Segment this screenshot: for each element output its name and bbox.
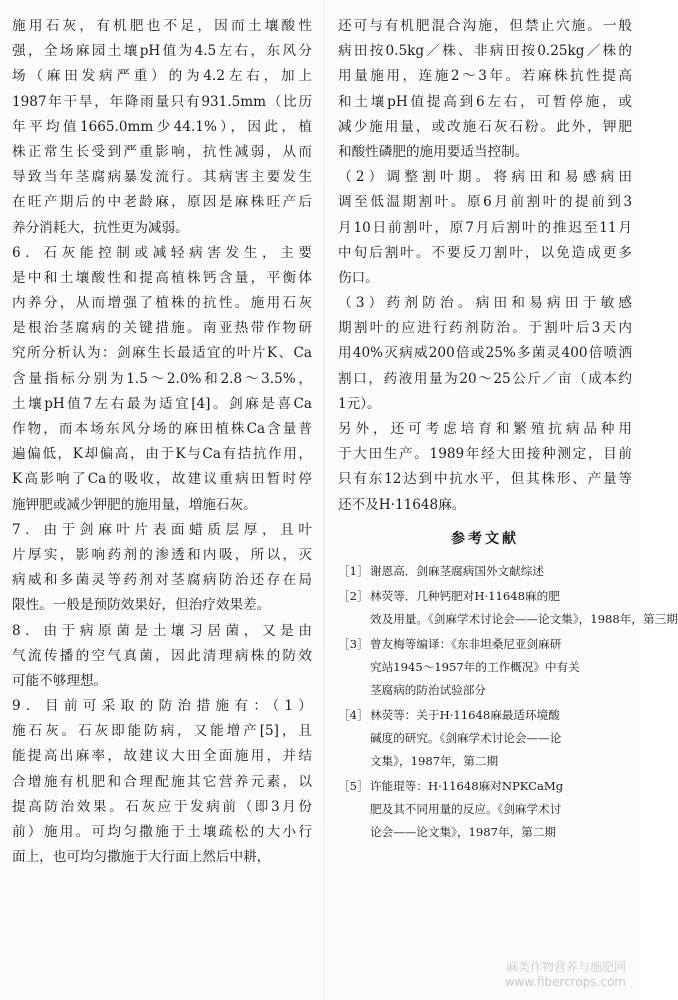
text-line: 6．石灰能控制或减轻病害发生，主要 (12, 244, 312, 261)
paragraph (338, 291, 632, 417)
reference-line: 林荧等：关于H·11648麻最适环境酸 (370, 707, 560, 722)
right-column-body (338, 14, 632, 518)
text-line: 7．由于剑麻叶片表面蜡质层厚，且叶 (12, 521, 312, 538)
text-line: 还不及H·11648麻。 (338, 496, 466, 513)
paragraph (338, 165, 632, 291)
reference-line: 效及用量。《剑麻学术讨论会——论文集》，1988年，第三期 (370, 611, 678, 626)
text-line: 中旬后割叶。不要反刀割叶，以免造成更多 (338, 244, 632, 261)
text-line: 1元）。 (338, 395, 381, 412)
text-line: 内养分，从而增强了植株的抗性。施用石灰 (12, 295, 312, 312)
text-line: 另外，还可考虑培育和繁殖抗病品种用 (338, 421, 632, 437)
text-line: 限性。一般是预防效果好，但治疗效果差。 (12, 597, 271, 614)
text-line: 月10日前割叶，原7月后割叶的推迟至11月 (338, 219, 632, 236)
text-line: 养分消耗大，抗性更为减弱。 (12, 219, 189, 236)
references-title: 参考文献 (451, 530, 519, 547)
reference-line: 谢恩高．剑麻茎腐病国外文献综述 (370, 563, 544, 578)
text-line: 片厚实，影响药剂的渗透和内吸，所以，灭 (12, 546, 312, 563)
right-column (338, 14, 678, 846)
reference-line: 论会——论文集》，1987年，第二期 (370, 824, 557, 839)
reference-text (370, 585, 678, 631)
text-line: 割口，药液用量为20～25公斤／亩（成本约 (338, 370, 632, 387)
text-line: 病田按0.5kg／株、非病田按0.25kg／株的 (338, 43, 632, 60)
text-line: 和土壤pH值提高到6左右，可暂停施，或 (338, 93, 632, 110)
text-line: 土壤pH值7左右最为适宜[4]。剑麻是喜Ca (12, 395, 312, 412)
paragraph (12, 694, 312, 870)
text-line: （3）药剂防治。病田和易病田于敏感 (338, 295, 632, 312)
text-line: 只有东12达到中抗水平，但其株形、产量等 (338, 471, 632, 488)
reference-number: ［2］ (338, 588, 369, 603)
text-line: 年平均值1665.0mm少44.1%），因此，植 (12, 118, 312, 135)
site-watermark (505, 960, 626, 990)
text-line: 用40%灭病威200倍或25%多菌灵400倍喷洒 (338, 345, 632, 362)
text-line: 1987年干旱，年降雨量只有931.5mm（比历 (12, 93, 312, 110)
reference-text (370, 560, 632, 583)
text-line: 施石灰。石灰即能防病，又能增产[5]，且 (12, 723, 312, 740)
text-line: 用量施用，连施2～3年。若麻株抗性提高 (338, 68, 632, 85)
text-line: K高影响了Ca的吸收，故建议重病田暂时停 (12, 471, 312, 488)
text-line: 前）施用。可均匀撒施于土壤疏松的大小行 (12, 824, 312, 840)
text-line: 提高防治效果。石灰应于发病前（即3月份 (12, 798, 312, 815)
text-line: 调至低温期割叶。原6月前割叶的提前到3 (338, 194, 632, 211)
reference-line: 文集》，1987年，第二期 (370, 753, 499, 768)
reference-number: ［3］ (338, 636, 369, 651)
reference-line: 碱度的研究。《剑麻学术讨论会——论 (370, 730, 562, 745)
reference-number: ［4］ (338, 707, 369, 722)
reference-line: 茎腐病的防治试验部分 (370, 682, 486, 697)
text-line: 8．由于病原菌是土壤习居菌，又是由 (12, 622, 312, 639)
watermark-site-url: www.fibercrops.com (504, 975, 626, 989)
text-line: 场（麻田发病严重）的为4.2左右，加上 (12, 68, 312, 85)
references-list (338, 560, 678, 844)
paragraph (12, 14, 312, 241)
reference-line: 究站1945～1957年的工作概况》中有关 (370, 659, 580, 674)
text-line: 施钾肥或减少钾肥的施用量，増施石灰。 (12, 496, 257, 513)
reference-item (338, 585, 678, 631)
text-line: 于大田生产。1989年经大田接种测定，目前 (338, 446, 632, 463)
text-line: 强，全场麻园土壤pH值为4.5左右，东风分 (12, 43, 312, 60)
text-line: 是中和土壤酸性和提高植株钙含量，平衡体 (12, 269, 312, 286)
paragraph (12, 241, 312, 518)
reference-item (338, 560, 632, 583)
watermark-site-name: 麻类作物营养与施肥网 (505, 960, 626, 974)
text-line: 病威和多菌灵等药剂对茎腐病防治还存在局 (12, 572, 312, 589)
text-line: 气流传播的空气真菌，因此清理病株的防效 (12, 647, 312, 664)
paragraph (338, 417, 632, 518)
reference-text (370, 704, 632, 773)
text-line: 9．目前可采取的防治措施有：（1） (12, 698, 312, 715)
text-line: 减少施用量，或改施石灰石粉。此外，钾肥 (338, 118, 632, 135)
text-line: 含量指标分别为1.5～2.0%和2.8～3.5%， (12, 370, 312, 387)
text-line: 伤口。 (338, 269, 379, 286)
text-line: 施用石灰，有机肥也不足，因而土壤酸性 (12, 18, 312, 34)
text-line: 期割叶的应进行药剂防治。于割叶后3天内 (338, 320, 632, 337)
reference-line: 许能琨等：H·11648麻对NPKCaMg (370, 778, 564, 793)
reference-text (370, 633, 632, 702)
reference-line: 林荧等．几种钙肥对H·11648麻的肥 (370, 588, 560, 603)
text-line: （2）调整割叶期。将病田和易感病田 (338, 169, 632, 186)
paragraph (338, 14, 632, 165)
paragraph (12, 619, 312, 695)
reference-number: ［5］ (338, 778, 369, 793)
text-line: 可能不够理想。 (12, 672, 108, 689)
reference-item (338, 704, 632, 773)
text-line: 究所分析认为：剑麻生长最适宜的叶片K、Ca (12, 345, 312, 362)
reference-item (338, 775, 632, 844)
column-gutter (323, 0, 325, 1000)
text-line: 合增施有机肥和合理配施其它营养元素，以 (12, 773, 312, 790)
text-line: 和酸性磷肥的施用要适当控制。 (338, 143, 529, 160)
text-line: 能提高出麻率，故建议大田全面施用，并结 (12, 748, 312, 765)
paragraph (12, 518, 312, 619)
text-line: 是根治茎腐病的关键措施。南亚热带作物研 (12, 320, 312, 337)
text-line: 还可与有机肥混合沟施，但禁止穴施。一般 (338, 18, 632, 34)
text-line: 遍偏低，K却偏高，由于K与Ca有拮抗作用， (12, 446, 312, 463)
left-column (12, 14, 312, 870)
text-line: 面上，也可均匀撒施于大行面上然后中耕， (12, 849, 271, 866)
reference-text (370, 775, 632, 844)
reference-number: ［1］ (338, 563, 369, 578)
reference-line: 肥及其不同用量的反应。《剑麻学术讨 (370, 801, 562, 816)
reference-item (338, 633, 632, 702)
text-line: 导致当年茎腐病暴发流行。其病害主要发生 (12, 169, 312, 186)
reference-line: 曾友梅等编译：《东非坦桑尼亚剑麻研 (370, 636, 562, 651)
text-line: 在旺产期后的中老龄麻，原因是麻株旺产后 (12, 194, 312, 211)
text-line: 作物，而本场东风分场的麻田植株Ca含量普 (12, 421, 312, 437)
text-line: 株正常生长受到严重影响，抗性减弱，从而 (12, 143, 312, 160)
